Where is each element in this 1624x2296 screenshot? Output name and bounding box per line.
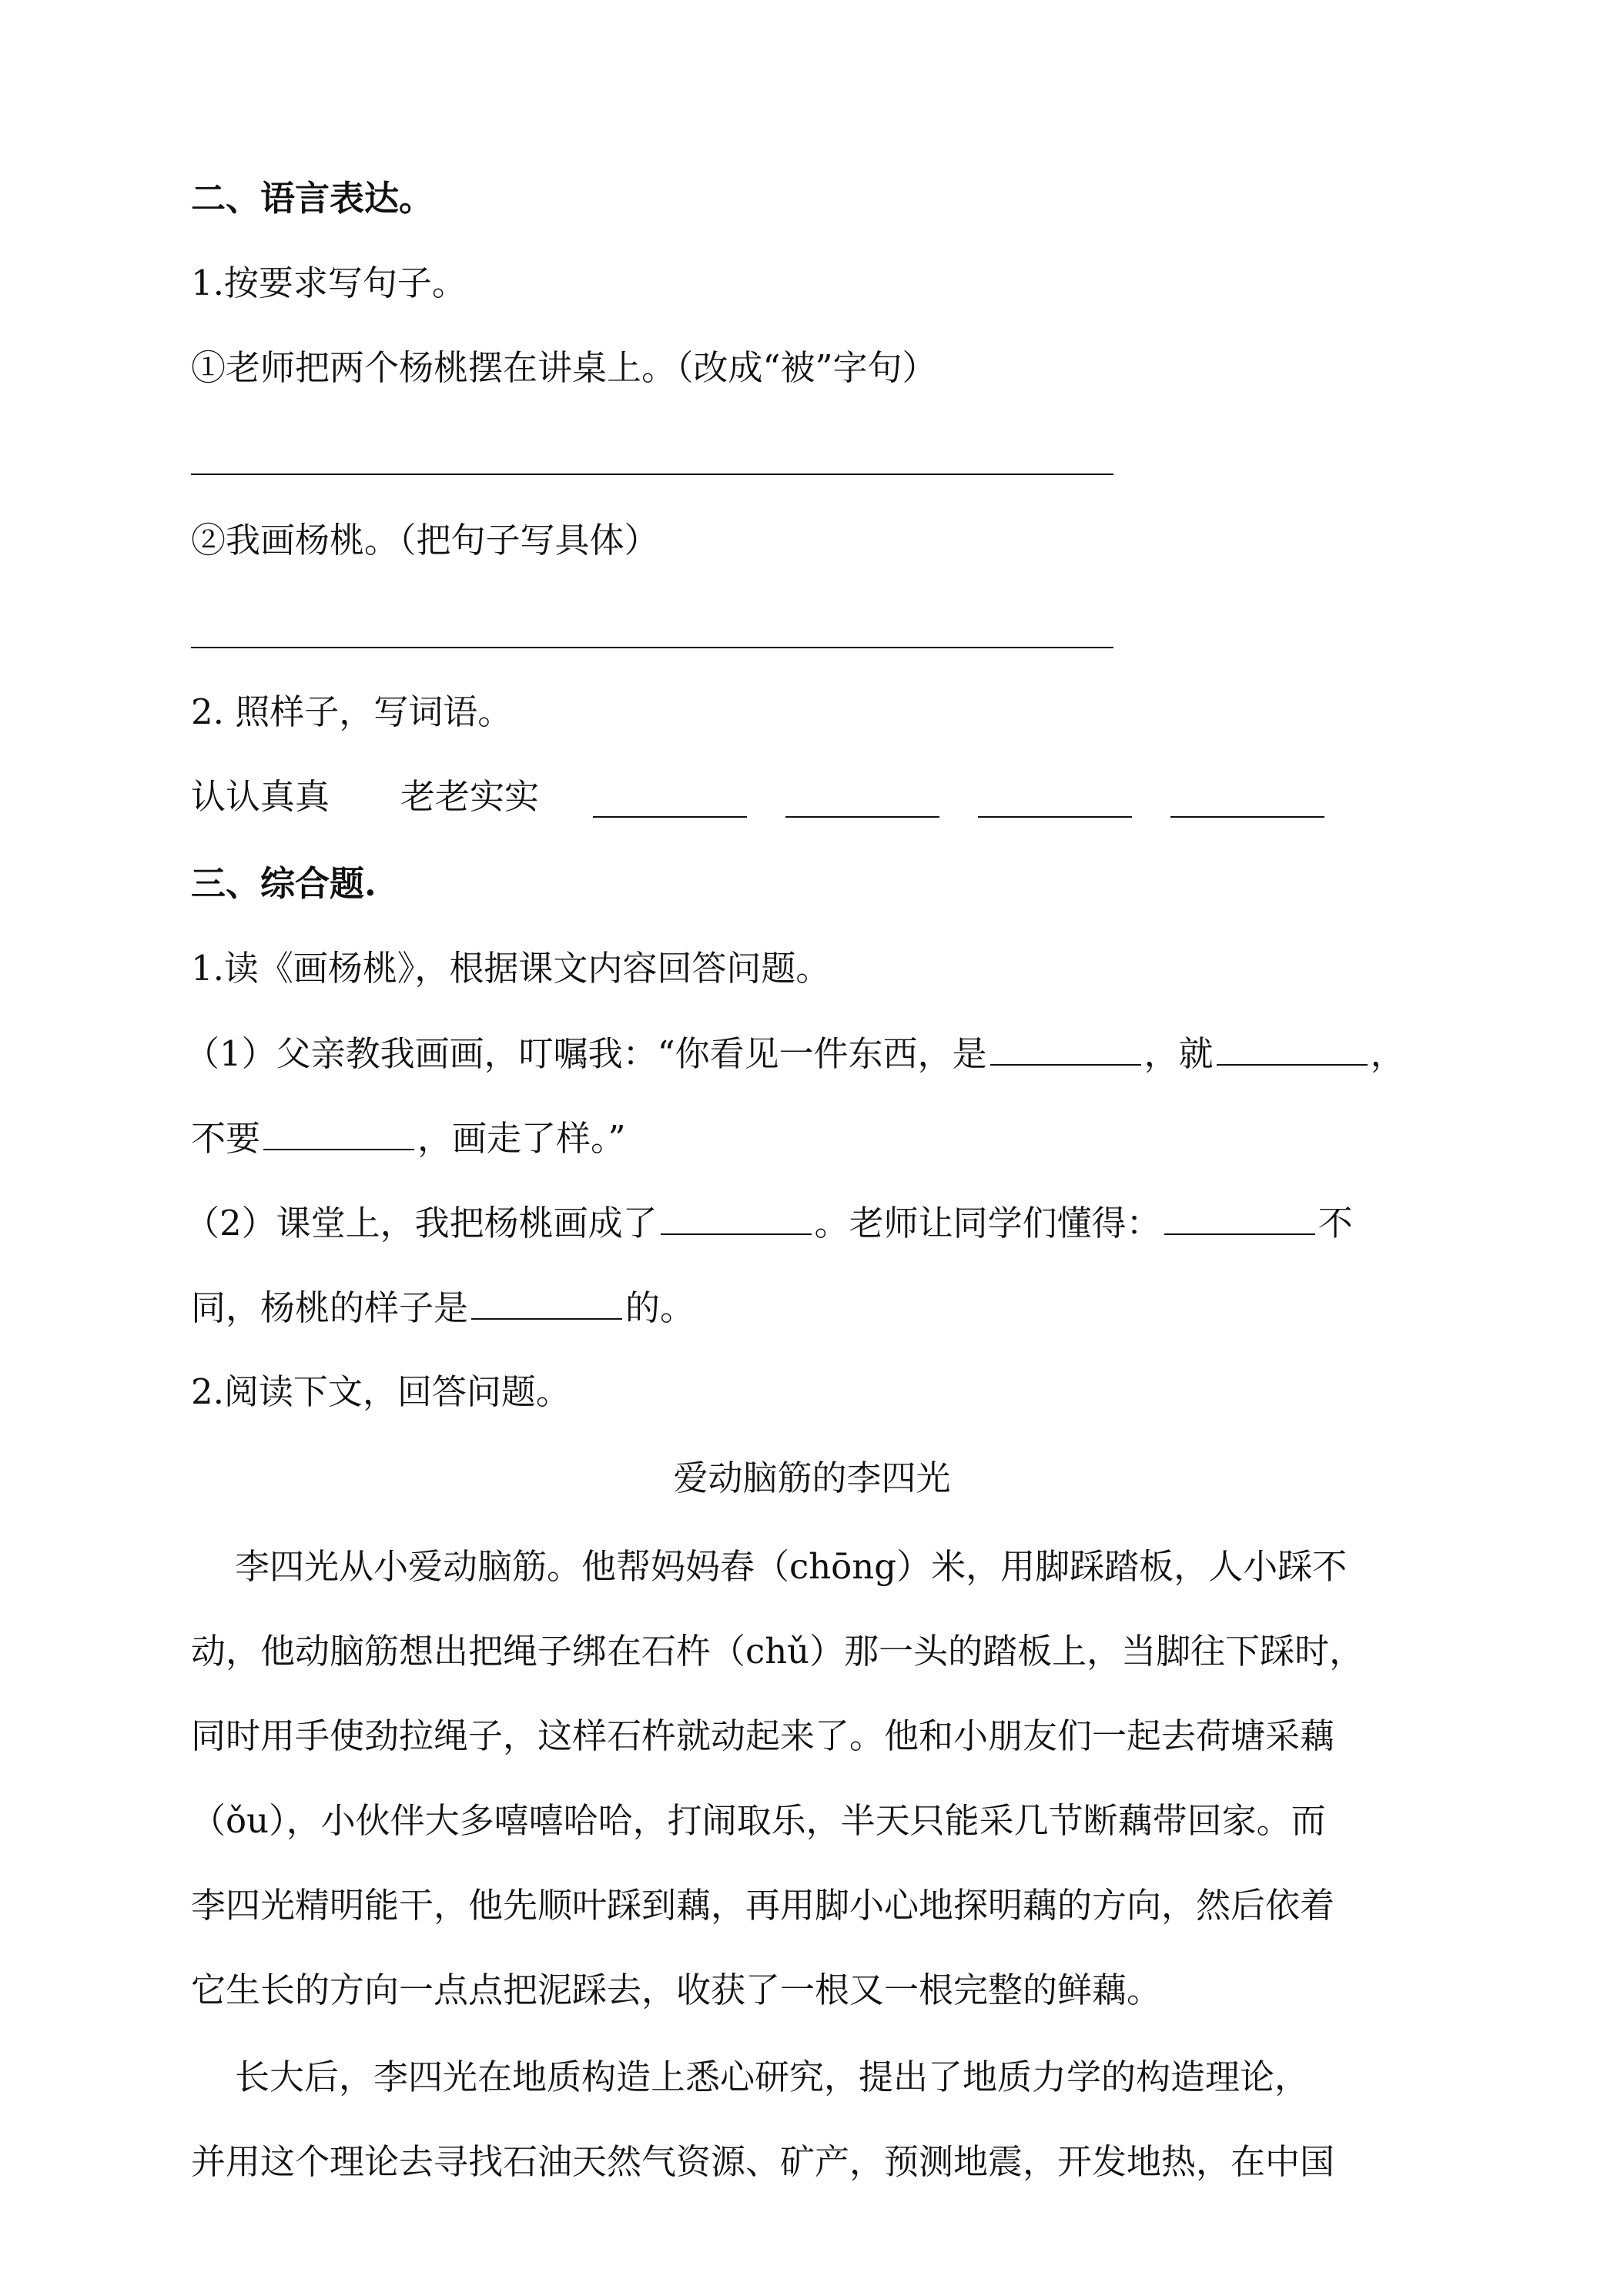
passage-line: 它生长的方向一点点把泥踩去，收获了一根又一根完整的鲜藕。 xyxy=(191,1970,1162,2010)
question-1-item-1: ①老师把两个杨桃摆在讲桌上。（改成“被”字句） xyxy=(191,347,937,388)
word-blank-3[interactable] xyxy=(978,816,1132,818)
comprehension-2-prompt: 2.阅读下文，回答问题。 xyxy=(191,1371,571,1412)
section-heading-2: 二、语言表达。 xyxy=(191,178,434,219)
fill-blank[interactable] xyxy=(1217,1030,1368,1066)
text-segment: 不 xyxy=(1318,1203,1353,1243)
text-segment: 的。 xyxy=(625,1287,695,1328)
example-word-1: 认认真真 xyxy=(191,776,330,817)
answer-line-2[interactable] xyxy=(191,647,1113,648)
passage-line: 李四光精明能干，他先顺叶踩到藕，再用脚小心地探明藕的方向，然后依着 xyxy=(191,1885,1335,1926)
fill-blank[interactable] xyxy=(1164,1200,1315,1235)
text-segment: ， xyxy=(1370,1033,1405,1074)
text-segment: ，就 xyxy=(1143,1033,1214,1074)
comprehension-1-part-2-line-2 xyxy=(191,1284,695,1331)
text-segment: 不要 xyxy=(191,1118,261,1159)
text-segment: ，画走了样。” xyxy=(417,1118,626,1159)
fill-blank[interactable] xyxy=(263,1115,414,1150)
passage-title: 爱动脑筋的李四光 xyxy=(673,1458,951,1498)
passage-line: 李四光从小爱动脑筋。他帮妈妈舂（chōng）米，用脚踩踏板，人小踩不 xyxy=(235,1546,1348,1587)
passage-line: 同时用手使劲拉绳子，这样石杵就动起来了。他和小朋友们一起去荷塘采藕 xyxy=(191,1715,1335,1756)
fill-blank[interactable] xyxy=(661,1200,812,1235)
word-blank-4[interactable] xyxy=(1170,816,1324,818)
fill-blank[interactable] xyxy=(471,1284,622,1320)
word-blank-1[interactable] xyxy=(593,816,747,818)
section-heading-3: 三、综合题. xyxy=(191,863,377,904)
passage-line: 长大后，李四光在地质构造上悉心研究，提出了地质力学的构造理论， xyxy=(235,2057,1310,2097)
example-word-2: 老老实实 xyxy=(400,776,540,817)
question-2-prompt: 2. 照样子，写词语。 xyxy=(191,691,513,732)
word-blank-2[interactable] xyxy=(785,816,939,818)
answer-line-1[interactable] xyxy=(191,474,1113,475)
passage-line: （ǒu），小伙伴大多嘻嘻哈哈，打闹取乐，半天只能采几节断藕带回家。而 xyxy=(191,1800,1326,1841)
text-segment: 同，杨桃的样子是 xyxy=(191,1287,469,1328)
passage-line: 并用这个理论去寻找石油天然气资源、矿产，预测地震，开发地热，在中国 xyxy=(191,2141,1335,2182)
comprehension-1-part-1-line-2 xyxy=(191,1115,626,1162)
question-1-prompt: 1.按要求写句子。 xyxy=(191,263,467,303)
comprehension-1-part-1-line-1 xyxy=(185,1030,1405,1077)
question-1-item-2: ②我画杨桃。（把句子写具体） xyxy=(191,520,659,561)
comprehension-1-part-2-line-1 xyxy=(185,1200,1353,1247)
fill-blank[interactable] xyxy=(990,1030,1141,1066)
comprehension-1-prompt: 1.读《画杨桃》，根据课文内容回答问题。 xyxy=(191,948,831,989)
text-segment: （2）课堂上，我把杨桃画成了 xyxy=(185,1203,658,1243)
text-segment: （1）父亲教我画画，叮嘱我：“你看见一件东西，是 xyxy=(185,1033,987,1074)
passage-line: 动，他动脑筋想出把绳子绑在石杵（chǔ）那一头的踏板上，当脚往下踩时， xyxy=(191,1631,1364,1672)
text-segment: 。老师让同学们懂得： xyxy=(814,1203,1161,1243)
